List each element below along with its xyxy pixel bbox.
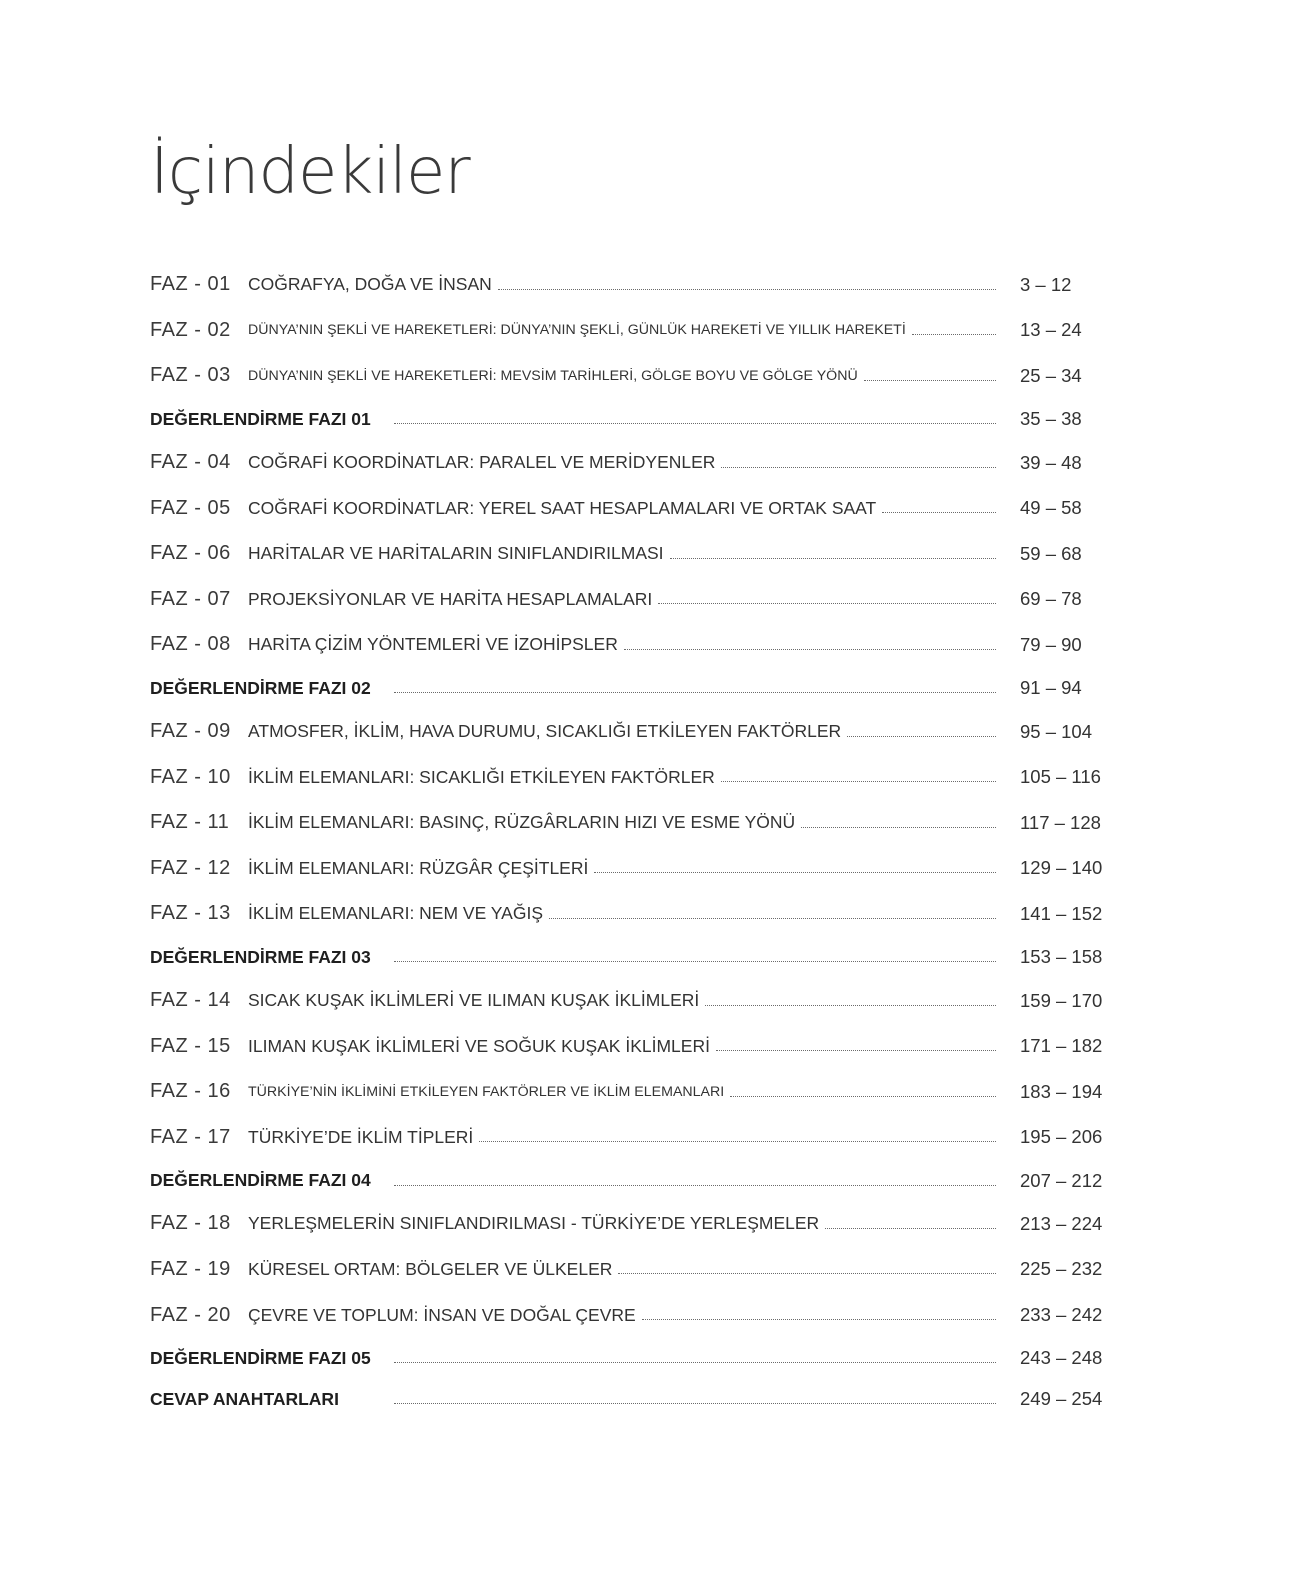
dot-leader bbox=[882, 511, 996, 513]
page-range: 35 – 38 bbox=[1020, 408, 1082, 430]
assessment-label: DEĞERLENDİRME FAZI 04 bbox=[150, 1170, 371, 1191]
toc-entry[interactable] bbox=[150, 800, 1150, 846]
toc-entry[interactable] bbox=[150, 577, 1150, 623]
dot-leader bbox=[730, 1095, 996, 1097]
toc-entry-body bbox=[248, 274, 1020, 295]
dot-leader bbox=[394, 691, 996, 693]
toc-entry[interactable] bbox=[150, 353, 1150, 399]
phase-code: FAZ - 15 bbox=[150, 1034, 231, 1057]
phase-code: FAZ - 05 bbox=[150, 496, 231, 519]
toc-entry[interactable] bbox=[150, 891, 1150, 937]
phase-code: FAZ - 11 bbox=[150, 811, 230, 834]
page-range: 249 – 254 bbox=[1020, 1388, 1103, 1410]
page-range: 213 – 224 bbox=[1020, 1212, 1103, 1234]
toc-entry-body bbox=[248, 368, 1020, 384]
toc-entry-body bbox=[150, 947, 1020, 968]
toc-entry-body bbox=[248, 1127, 1020, 1148]
phase-topic: DÜNYA’NIN ŞEKLİ VE HAREKETLERİ: MEVSİM TARİHLERİ, GÖLGE BOYU VE GÖLGE YÖNÜ bbox=[248, 367, 858, 384]
phase-code: FAZ - 09 bbox=[150, 720, 231, 743]
phase-topic: COĞRAFİ KOORDİNATLAR: YEREL SAAT HESAPLAMALARI VE ORTAK SAAT bbox=[248, 497, 877, 518]
phase-code: FAZ - 13 bbox=[150, 902, 231, 925]
toc-assessment-entry[interactable] bbox=[150, 399, 1150, 440]
phase-topic: COĞRAFİ KOORDİNATLAR: PARALEL VE MERİDYENLER bbox=[248, 452, 716, 473]
toc-assessment-entry[interactable] bbox=[150, 1160, 1150, 1201]
table-of-contents bbox=[150, 262, 1150, 1420]
phase-topic: PROJEKSİYONLAR VE HARİTA HESAPLAMALARI bbox=[248, 588, 653, 609]
phase-code: FAZ - 06 bbox=[150, 542, 231, 565]
toc-entry-body bbox=[248, 589, 1020, 610]
page-range: 159 – 170 bbox=[1020, 989, 1103, 1011]
phase-code: FAZ - 08 bbox=[150, 633, 231, 656]
phase-code: FAZ - 12 bbox=[150, 856, 231, 879]
page-range: 141 – 152 bbox=[1020, 902, 1103, 924]
dot-leader bbox=[394, 1184, 996, 1186]
toc-entry[interactable] bbox=[150, 622, 1150, 668]
page-range: 225 – 232 bbox=[1020, 1258, 1103, 1280]
toc-entry[interactable] bbox=[150, 531, 1150, 577]
dot-leader bbox=[394, 1402, 996, 1404]
dot-leader bbox=[825, 1227, 996, 1229]
toc-entry-body bbox=[248, 858, 1020, 879]
page-range: 243 – 248 bbox=[1020, 1347, 1103, 1369]
dot-leader bbox=[801, 826, 996, 828]
phase-topic: İKLİM ELEMANLARI: SICAKLIĞI ETKİLEYEN FAKTÖRLER bbox=[248, 766, 715, 787]
dot-leader bbox=[394, 422, 996, 424]
dot-leader bbox=[670, 557, 996, 559]
phase-code: FAZ - 17 bbox=[150, 1125, 231, 1148]
phase-topic: HARİTA ÇİZİM YÖNTEMLERİ VE İZOHİPSLER bbox=[248, 634, 618, 655]
toc-entry-body bbox=[248, 990, 1020, 1011]
page-range: 207 – 212 bbox=[1020, 1169, 1103, 1191]
page-range: 183 – 194 bbox=[1020, 1080, 1103, 1102]
assessment-label: CEVAP ANAHTARLARI bbox=[150, 1388, 339, 1409]
toc-entry[interactable] bbox=[150, 440, 1150, 486]
dot-leader bbox=[912, 333, 996, 335]
toc-entry-body bbox=[248, 812, 1020, 833]
toc-entry-body bbox=[248, 1259, 1020, 1280]
phase-code: FAZ - 07 bbox=[150, 587, 231, 610]
phase-code: FAZ - 18 bbox=[150, 1212, 231, 1235]
phase-code: FAZ - 10 bbox=[150, 765, 231, 788]
phase-topic: COĞRAFYA, DOĞA VE İNSAN bbox=[248, 274, 492, 295]
toc-entry-body bbox=[248, 721, 1020, 742]
toc-entry[interactable] bbox=[150, 754, 1150, 800]
phase-topic: ATMOSFER, İKLİM, HAVA DURUMU, SICAKLIĞI ETKİLEYEN FAKTÖRLER bbox=[248, 721, 842, 742]
phase-topic: TÜRKİYE’DE İKLİM TİPLERİ bbox=[248, 1126, 474, 1147]
toc-entry-body bbox=[248, 1213, 1020, 1234]
toc-entry-body bbox=[248, 1305, 1020, 1326]
phase-topic: HARİTALAR VE HARİTALARIN SINIFLANDIRILMASI bbox=[248, 543, 664, 564]
toc-entry-body bbox=[150, 678, 1020, 699]
toc-entry[interactable] bbox=[150, 1069, 1150, 1115]
page-range: 39 – 48 bbox=[1020, 451, 1082, 473]
toc-entry-body bbox=[248, 1036, 1020, 1057]
dot-leader bbox=[847, 735, 996, 737]
toc-entry-body bbox=[150, 409, 1020, 430]
toc-entry[interactable] bbox=[150, 308, 1150, 354]
dot-leader bbox=[479, 1140, 996, 1142]
toc-assessment-entry[interactable] bbox=[150, 937, 1150, 978]
toc-entry-body bbox=[248, 498, 1020, 519]
page-range: 117 – 128 bbox=[1020, 811, 1101, 833]
phase-code: FAZ - 04 bbox=[150, 451, 231, 474]
dot-leader bbox=[594, 871, 996, 873]
toc-entry-body bbox=[248, 452, 1020, 473]
toc-entry[interactable] bbox=[150, 978, 1150, 1024]
phase-topic: DÜNYA’NIN ŞEKLİ VE HAREKETLERİ: DÜNYA’NIN ŞEKLİ, GÜNLÜK HAREKETİ VE YILLIK HAREKETİ bbox=[248, 322, 906, 339]
dot-leader bbox=[658, 602, 996, 604]
dot-leader bbox=[498, 288, 996, 290]
page-range: 233 – 242 bbox=[1020, 1304, 1103, 1326]
phase-topic: TÜRKİYE’NİN İKLİMİNİ ETKİLEYEN FAKTÖRLER VE İKLİM ELEMANLARI bbox=[248, 1083, 725, 1100]
page-range: 49 – 58 bbox=[1020, 497, 1082, 519]
toc-entry-body bbox=[248, 322, 1020, 338]
dot-leader bbox=[864, 379, 996, 381]
toc-entry[interactable] bbox=[150, 1247, 1150, 1293]
dot-leader bbox=[721, 466, 996, 468]
phase-topic: YERLEŞMELERİN SINIFLANDIRILMASI - TÜRKİYE’DE YERLEŞMELER bbox=[248, 1213, 820, 1234]
assessment-label: DEĞERLENDİRME FAZI 05 bbox=[150, 1347, 371, 1368]
phase-code: FAZ - 01 bbox=[150, 273, 231, 296]
phase-topic: SICAK KUŞAK İKLİMLERİ VE ILIMAN KUŞAK İKLİMLERİ bbox=[248, 990, 700, 1011]
toc-entry-body bbox=[150, 1389, 1020, 1410]
dot-leader bbox=[394, 960, 996, 962]
assessment-label: DEĞERLENDİRME FAZI 02 bbox=[150, 677, 371, 698]
phase-topic: İKLİM ELEMANLARI: NEM VE YAĞIŞ bbox=[248, 903, 543, 924]
toc-entry[interactable] bbox=[150, 846, 1150, 892]
toc-assessment-entry[interactable] bbox=[150, 1379, 1150, 1420]
dot-leader bbox=[618, 1272, 996, 1274]
page-range: 25 – 34 bbox=[1020, 364, 1082, 386]
toc-assessment-entry[interactable] bbox=[150, 668, 1150, 709]
page-range: 79 – 90 bbox=[1020, 633, 1082, 655]
phase-code: FAZ - 02 bbox=[150, 318, 231, 341]
dot-leader bbox=[721, 780, 996, 782]
page-range: 69 – 78 bbox=[1020, 588, 1082, 610]
phase-topic: ÇEVRE VE TOPLUM: İNSAN VE DOĞAL ÇEVRE bbox=[248, 1304, 636, 1325]
page-range: 59 – 68 bbox=[1020, 542, 1082, 564]
dot-leader bbox=[705, 1004, 996, 1006]
page-range: 95 – 104 bbox=[1020, 720, 1093, 742]
toc-entry-body bbox=[248, 634, 1020, 655]
phase-code: FAZ - 14 bbox=[150, 989, 231, 1012]
page-range: 171 – 182 bbox=[1020, 1035, 1103, 1057]
toc-entry[interactable] bbox=[150, 1292, 1150, 1338]
dot-leader bbox=[716, 1049, 996, 1051]
page-range: 129 – 140 bbox=[1020, 857, 1103, 879]
dot-leader bbox=[642, 1318, 996, 1320]
phase-topic: İKLİM ELEMANLARI: BASINÇ, RÜZGÂRLARIN HIZI VE ESME YÖNÜ bbox=[248, 812, 796, 833]
toc-entry-body bbox=[248, 543, 1020, 564]
page-range: 153 – 158 bbox=[1020, 946, 1103, 968]
page-range: 3 – 12 bbox=[1020, 273, 1072, 295]
assessment-label: DEĞERLENDİRME FAZI 01 bbox=[150, 408, 371, 429]
phase-code: FAZ - 19 bbox=[150, 1257, 231, 1280]
dot-leader bbox=[624, 648, 996, 650]
toc-entry[interactable] bbox=[150, 1115, 1150, 1161]
phase-topic: ILIMAN KUŞAK İKLİMLERİ VE SOĞUK KUŞAK İKLİMLERİ bbox=[248, 1035, 710, 1056]
toc-entry-body bbox=[150, 1348, 1020, 1369]
dot-leader bbox=[549, 917, 996, 919]
page-range: 13 – 24 bbox=[1020, 319, 1082, 341]
toc-entry[interactable] bbox=[150, 262, 1150, 308]
page-title: İçindekiler bbox=[150, 135, 470, 209]
page-range: 91 – 94 bbox=[1020, 677, 1082, 699]
page-range: 105 – 116 bbox=[1020, 766, 1101, 788]
phase-code: FAZ - 16 bbox=[150, 1080, 231, 1103]
page-range: 195 – 206 bbox=[1020, 1126, 1103, 1148]
assessment-label: DEĞERLENDİRME FAZI 03 bbox=[150, 946, 371, 967]
toc-entry-body bbox=[248, 767, 1020, 788]
toc-entry-body bbox=[248, 903, 1020, 924]
phase-code: FAZ - 03 bbox=[150, 364, 231, 387]
dot-leader bbox=[394, 1361, 996, 1363]
toc-entry-body bbox=[150, 1170, 1020, 1191]
toc-entry[interactable] bbox=[150, 1201, 1150, 1247]
toc-assessment-entry[interactable] bbox=[150, 1338, 1150, 1379]
phase-code: FAZ - 20 bbox=[150, 1303, 231, 1326]
toc-entry-body bbox=[248, 1084, 1020, 1100]
toc-entry[interactable] bbox=[150, 709, 1150, 755]
toc-entry[interactable] bbox=[150, 1023, 1150, 1069]
toc-entry[interactable] bbox=[150, 485, 1150, 531]
phase-topic: KÜRESEL ORTAM: BÖLGELER VE ÜLKELER bbox=[248, 1258, 613, 1279]
phase-topic: İKLİM ELEMANLARI: RÜZGÂR ÇEŞİTLERİ bbox=[248, 857, 589, 878]
